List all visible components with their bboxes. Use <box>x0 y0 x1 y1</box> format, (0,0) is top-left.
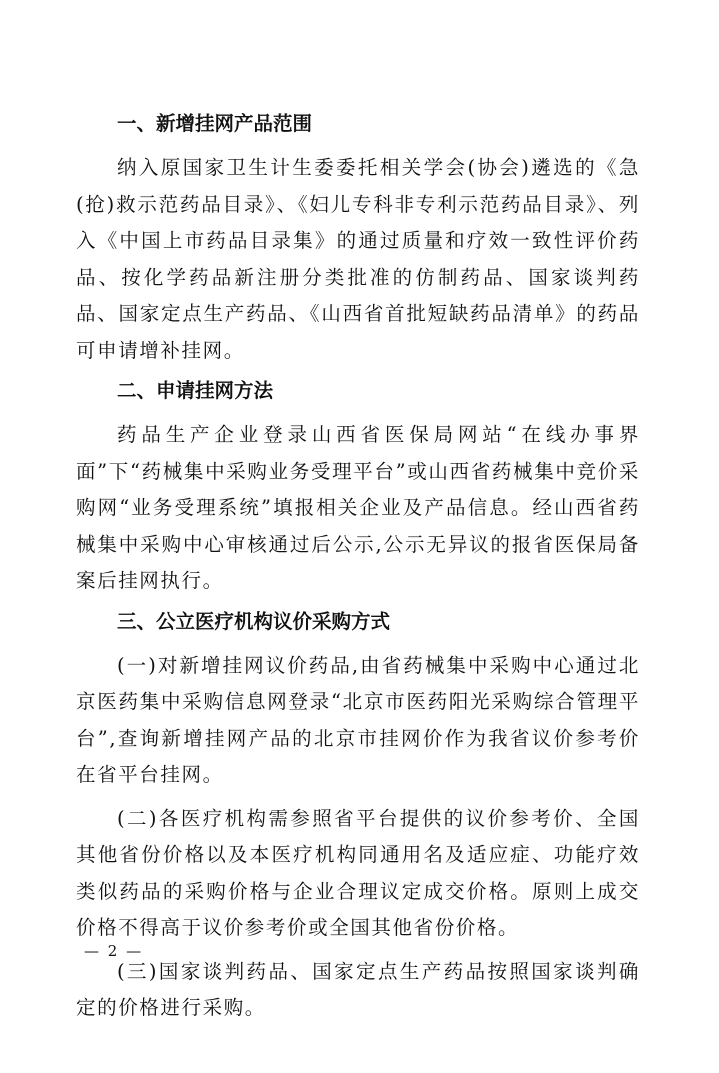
paragraph-procurement-3: (三)国家谈判药品、国家定点生产药品按照国家谈判确定的价格进行采购。 <box>76 959 640 1019</box>
paragraph-procurement-1: (一)对新增挂网议价药品,由省药械集中采购中心通过北京医药集中采购信息网登录“北京市医药阳光采购综合管理平台”,查询新增挂网产品的北京市挂网价作为我省议价参考价在省平台挂网。 <box>76 653 640 786</box>
paragraph-scope: 纳入原国家卫生计生委委托相关学会(协会)遴选的《急(抢)救示范药品目录》、《妇儿专科非专利示范药品目录》、列入《中国上市药品目录集》的通过质量和疗效一致性评价药品、按化学药品新注册分类批准的仿制药品、国家谈判药品、国家定点生产药品、《山西省首批短缺药品清单》的药品可申请增补挂网。 <box>76 156 640 362</box>
page-number: — 2 — <box>84 942 144 960</box>
section-heading-method: 二、申请挂网方法 <box>117 379 274 402</box>
section-heading-scope: 一、新增挂网产品范围 <box>117 112 313 135</box>
document-body <box>76 109 640 1034</box>
section-heading-procurement: 三、公立医疗机构议价采购方式 <box>117 609 391 633</box>
paragraph-procurement-2: (二)各医疗机构需参照省平台提供的议价参考价、全国其他省份价格以及本医疗机构同通用名及适应症、功能疗效类似药品的采购价格与企业合理议定成交价格。原则上成交价格不得高于议价参考价或全国其他省份价格。 <box>76 806 640 939</box>
paragraph-method: 药品生产企业登录山西省医保局网站“在线办事界面”下“药械集中采购业务受理平台”或山西省药械集中竞价采购网“业务受理系统”填报相关企业及产品信息。经山西省药械集中采购中心审核通过后公示,公示无异议的报省医保局备案后挂网执行。 <box>76 423 640 592</box>
